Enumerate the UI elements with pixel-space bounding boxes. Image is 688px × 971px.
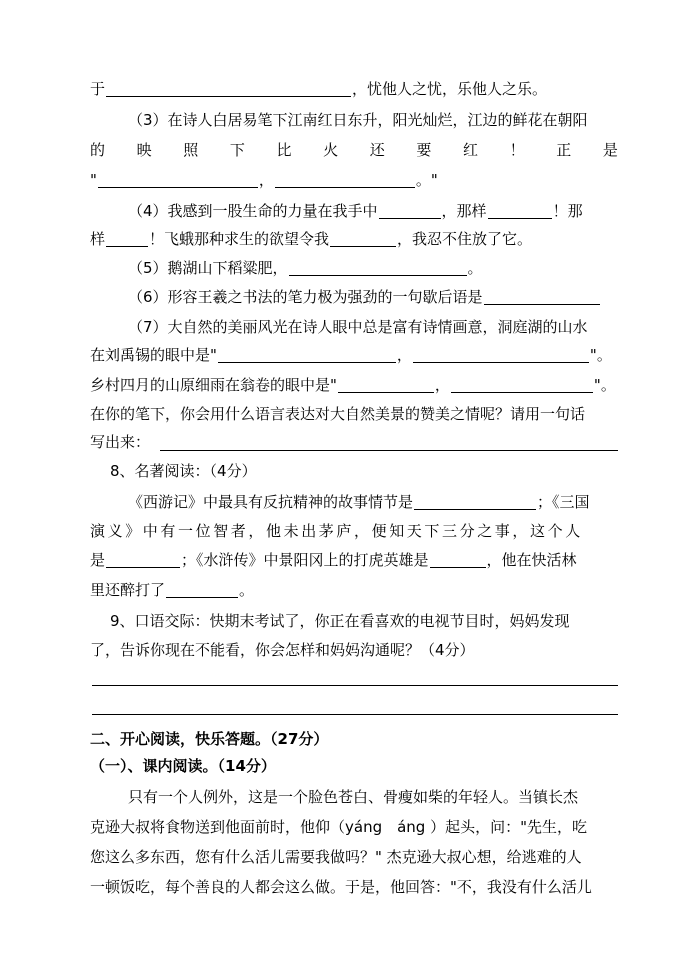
char: 红	[463, 141, 479, 159]
text: "	[90, 171, 97, 189]
reading-line-1: 只有一个人例外，这是一个脸色苍白、骨瘦如柴的年轻人。当镇长杰	[128, 788, 579, 806]
question-8-line-1	[128, 492, 618, 512]
answer-line[interactable]	[160, 450, 618, 451]
section-2-subtitle: （一）、课内阅读。（14分）	[90, 757, 276, 775]
question-3-line-1: （3）在诗人白居易笔下江南红日东升，阳光灿烂，江边的鲜花在朝阳	[128, 111, 588, 129]
reading-line-2: 克逊大叔将食物送到他面前时，他仰（yáng áng ）起头，问："先生，吃	[90, 818, 587, 836]
answer-blank[interactable]	[484, 289, 600, 305]
text: ，忧他人之忧，乐他人之乐。	[352, 80, 548, 98]
answer-blank[interactable]	[166, 582, 238, 598]
text: ，	[396, 346, 412, 364]
text: （5）鹅湖山下稻粱肥，	[128, 259, 288, 277]
text: ，我忍不住放了它。	[397, 230, 533, 248]
answer-blank[interactable]	[289, 260, 467, 276]
char: 照	[183, 141, 199, 159]
char: 还	[369, 141, 385, 159]
question-7-line-4: 在你的笔下，你会用什么语言表达对大自然美景的赞美之情呢？请用一句话	[90, 405, 586, 423]
text: 乡村四月的山原细雨在翁卷的眼中是"	[90, 376, 337, 394]
text: ；《三国	[537, 493, 590, 511]
text: 。	[239, 581, 255, 599]
char: 是	[602, 141, 618, 159]
text: ！那	[552, 202, 583, 220]
question-3-line-2	[90, 140, 618, 160]
char: 的	[90, 141, 106, 159]
text: 演义》中有一位智者，他未出茅庐，便知天下三分之事，这个人	[90, 522, 583, 540]
question-8-line-2	[90, 521, 618, 541]
answer-blank[interactable]	[338, 377, 434, 393]
text: ，他在快活林	[486, 551, 577, 569]
question-8-line-3	[90, 550, 618, 570]
answer-blank[interactable]	[413, 347, 589, 363]
fill-line-0	[90, 79, 618, 99]
char: 要	[416, 141, 432, 159]
answer-blank[interactable]	[451, 377, 593, 393]
char: ！	[509, 141, 525, 159]
text: ，	[434, 376, 450, 394]
question-7-line-3	[90, 375, 618, 395]
answer-blank[interactable]	[379, 203, 441, 219]
char: 下	[229, 141, 245, 159]
question-5	[128, 258, 618, 278]
char: 映	[136, 141, 152, 159]
question-4-line-2	[90, 229, 618, 249]
section-2-title: 二、开心阅读，快乐答题。（27分）	[90, 730, 329, 748]
text: （6）形容王羲之书法的笔力极为强劲的一句歇后语是	[128, 288, 483, 306]
answer-blank[interactable]	[330, 231, 396, 247]
char: 正	[556, 141, 572, 159]
answer-line[interactable]	[92, 685, 618, 686]
text: 。"	[415, 171, 438, 189]
text: ，那样	[441, 202, 487, 220]
text: 在刘禹锡的眼中是"	[90, 346, 217, 364]
question-6	[128, 287, 618, 307]
text: 。	[467, 259, 483, 277]
text: 是	[90, 551, 106, 569]
text: "。	[589, 346, 612, 364]
answer-blank[interactable]	[106, 81, 351, 97]
text: （4）我感到一股生命的力量在我手中	[128, 202, 378, 220]
question-7-line-1: （7）大自然的美丽风光在诗人眼中总是富有诗情画意，洞庭湖的山水	[128, 318, 588, 336]
answer-blank[interactable]	[414, 494, 536, 510]
text: "。	[593, 376, 616, 394]
answer-blank[interactable]	[218, 347, 396, 363]
question-9-line-2: 了，告诉你现在不能看，你会怎样和妈妈沟通呢？（4分）	[90, 641, 475, 659]
question-4-line-1	[128, 201, 618, 221]
answer-blank[interactable]	[106, 231, 148, 247]
answer-blank[interactable]	[106, 552, 180, 568]
question-8-title: 8、名著阅读：（4分）	[110, 462, 257, 480]
question-8-line-4	[90, 580, 618, 600]
question-7-line-5: 写出来：	[90, 433, 151, 451]
question-9-line-1: 9、口语交际：快期末考试了，你正在看喜欢的电视节目时，妈妈发现	[110, 612, 570, 630]
text: ，	[258, 171, 274, 189]
text: 里还醉打了	[90, 581, 166, 599]
text: 样	[90, 230, 106, 248]
reading-line-3: 您这么多东西，您有什么活儿需要我做吗？" 杰克逊大叔心想，给逃难的人	[90, 848, 582, 866]
text: ！飞蛾那种求生的欲望令我	[149, 230, 330, 248]
answer-line[interactable]	[92, 714, 618, 715]
answer-blank[interactable]	[275, 172, 415, 188]
answer-blank[interactable]	[488, 203, 552, 219]
text: 《西游记》中最具有反抗精神的故事情节是	[128, 493, 414, 511]
text: 于	[90, 80, 106, 98]
char: 比	[276, 141, 292, 159]
question-3-line-3	[90, 170, 618, 190]
answer-blank[interactable]	[98, 172, 258, 188]
char: 火	[323, 141, 339, 159]
reading-line-4: 一顿饭吃，每个善良的人都会这么做。于是，他回答："不，我没有什么活儿	[90, 878, 592, 896]
question-7-line-2	[90, 345, 618, 365]
answer-blank[interactable]	[430, 552, 486, 568]
text: ；《水浒传》中景阳冈上的打虎英雄是	[181, 551, 429, 569]
